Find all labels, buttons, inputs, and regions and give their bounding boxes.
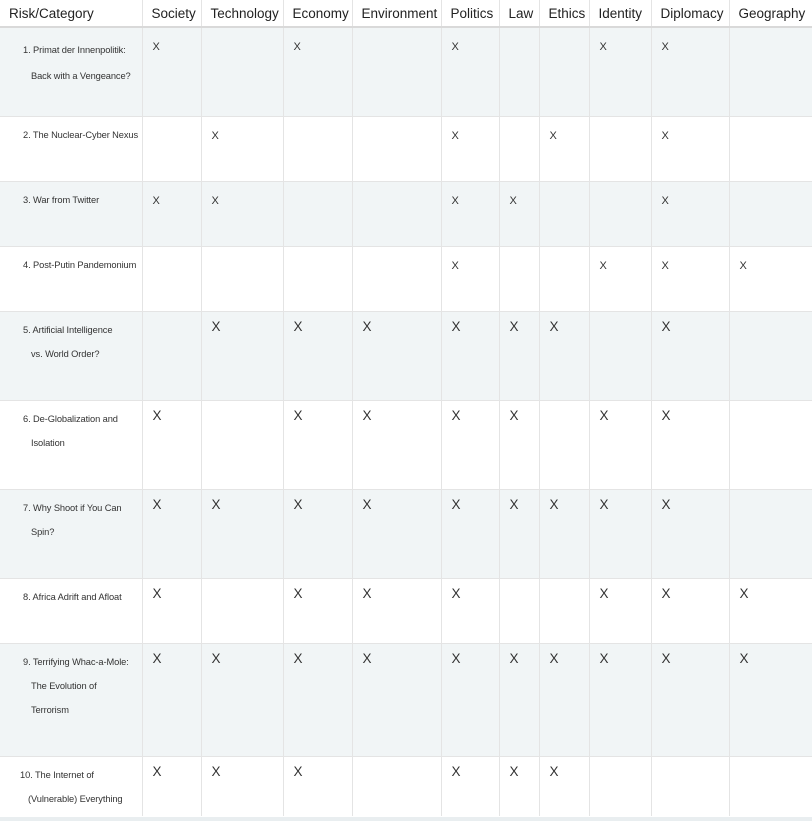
header-economy: Economy bbox=[283, 0, 352, 27]
category-mark: X bbox=[661, 585, 671, 601]
category-cell bbox=[352, 181, 441, 246]
category-cell bbox=[142, 578, 201, 643]
risk-name bbox=[0, 28, 142, 89]
category-cell bbox=[201, 311, 283, 400]
risk-name-cell bbox=[0, 400, 142, 489]
category-cell bbox=[142, 756, 201, 816]
category-mark bbox=[540, 579, 589, 586]
category-cell bbox=[589, 181, 651, 246]
category-mark: X bbox=[451, 650, 461, 666]
category-mark: X bbox=[661, 259, 669, 272]
category-cell bbox=[589, 489, 651, 578]
category-cell bbox=[142, 116, 201, 181]
category-cell bbox=[441, 400, 499, 489]
category-mark: X bbox=[451, 318, 461, 334]
category-mark: X bbox=[362, 407, 372, 423]
category-mark bbox=[730, 182, 812, 193]
category-cell bbox=[539, 756, 589, 816]
category-cell bbox=[499, 116, 539, 181]
category-cell bbox=[729, 643, 812, 756]
category-cell bbox=[283, 116, 352, 181]
category-cell bbox=[352, 756, 441, 816]
risk-name-line: Isolation bbox=[31, 437, 65, 448]
category-cell bbox=[201, 578, 283, 643]
category-cell bbox=[539, 116, 589, 181]
risk-name-line: Terrorism bbox=[31, 704, 69, 715]
table-row bbox=[0, 27, 812, 116]
risk-name-cell bbox=[0, 181, 142, 246]
category-mark: X bbox=[739, 650, 749, 666]
category-cell bbox=[352, 27, 441, 116]
category-mark: X bbox=[599, 650, 609, 666]
category-mark bbox=[353, 28, 441, 39]
category-mark: X bbox=[293, 585, 303, 601]
header-ethics: Ethics bbox=[539, 0, 589, 27]
table-row bbox=[0, 246, 812, 311]
category-cell bbox=[201, 246, 283, 311]
category-mark: X bbox=[211, 650, 221, 666]
category-cell bbox=[441, 756, 499, 816]
category-cell bbox=[201, 756, 283, 816]
category-cell bbox=[729, 116, 812, 181]
category-cell bbox=[589, 311, 651, 400]
category-mark bbox=[284, 247, 352, 258]
category-cell bbox=[589, 246, 651, 311]
category-cell bbox=[499, 756, 539, 816]
category-cell bbox=[651, 578, 729, 643]
risk-name-line: Spin? bbox=[31, 526, 55, 537]
category-mark: X bbox=[293, 318, 303, 334]
category-cell bbox=[441, 27, 499, 116]
category-mark: X bbox=[661, 407, 671, 423]
category-cell bbox=[352, 311, 441, 400]
risk-name-cell bbox=[0, 489, 142, 578]
risk-name-cell bbox=[0, 116, 142, 181]
category-cell bbox=[283, 578, 352, 643]
category-cell bbox=[651, 400, 729, 489]
category-cell bbox=[651, 643, 729, 756]
table-row bbox=[0, 643, 812, 756]
category-mark: X bbox=[211, 194, 219, 207]
category-cell bbox=[539, 27, 589, 116]
category-mark bbox=[730, 757, 812, 764]
category-cell bbox=[729, 578, 812, 643]
category-mark: X bbox=[211, 129, 219, 142]
table-row bbox=[0, 489, 812, 578]
category-cell bbox=[651, 246, 729, 311]
category-mark bbox=[500, 117, 539, 128]
header-politics: Politics bbox=[441, 0, 499, 27]
risk-name-line: 7. Why Shoot if You Can bbox=[23, 502, 122, 513]
category-cell bbox=[499, 643, 539, 756]
category-cell bbox=[142, 400, 201, 489]
category-mark: X bbox=[661, 318, 671, 334]
risk-name-cell bbox=[0, 27, 142, 116]
category-mark: X bbox=[152, 496, 162, 512]
category-mark bbox=[143, 117, 201, 128]
risk-name bbox=[0, 401, 142, 455]
category-mark: X bbox=[549, 129, 557, 142]
category-mark: X bbox=[451, 496, 461, 512]
header-identity: Identity bbox=[589, 0, 651, 27]
category-mark: X bbox=[152, 585, 162, 601]
category-cell bbox=[539, 311, 589, 400]
category-cell bbox=[651, 27, 729, 116]
risk-name bbox=[0, 312, 142, 366]
category-cell bbox=[589, 756, 651, 816]
category-cell bbox=[441, 578, 499, 643]
category-cell bbox=[283, 27, 352, 116]
risk-name bbox=[0, 490, 142, 544]
category-mark bbox=[353, 247, 441, 258]
risk-name-cell bbox=[0, 578, 142, 643]
category-mark bbox=[500, 579, 539, 586]
category-mark bbox=[730, 28, 812, 39]
category-cell bbox=[539, 578, 589, 643]
category-cell bbox=[283, 181, 352, 246]
category-cell bbox=[283, 311, 352, 400]
category-mark bbox=[353, 182, 441, 193]
category-mark bbox=[353, 757, 441, 764]
category-cell bbox=[729, 400, 812, 489]
category-cell bbox=[441, 643, 499, 756]
category-mark bbox=[652, 757, 729, 764]
category-mark: X bbox=[661, 194, 669, 207]
category-mark: X bbox=[362, 650, 372, 666]
risk-name-line: 3. War from Twitter bbox=[23, 194, 100, 205]
risk-name-line: 8. Africa Adrift and Afloat bbox=[23, 591, 122, 602]
category-mark: X bbox=[509, 496, 519, 512]
risk-name-cell bbox=[0, 246, 142, 311]
category-mark bbox=[202, 579, 283, 586]
category-mark bbox=[353, 117, 441, 128]
category-mark bbox=[730, 401, 812, 408]
category-cell bbox=[201, 116, 283, 181]
category-mark: X bbox=[451, 407, 461, 423]
category-mark: X bbox=[152, 763, 162, 779]
category-cell bbox=[729, 27, 812, 116]
risk-name-line: 6. De-Globalization and bbox=[23, 413, 118, 424]
category-cell bbox=[499, 489, 539, 578]
category-cell bbox=[441, 311, 499, 400]
category-mark: X bbox=[509, 763, 519, 779]
category-mark: X bbox=[211, 496, 221, 512]
category-cell bbox=[589, 643, 651, 756]
category-cell bbox=[142, 643, 201, 756]
category-cell bbox=[201, 489, 283, 578]
risk-name-line: 9. Terrifying Whac-a-Mole: bbox=[23, 656, 129, 667]
category-cell bbox=[539, 400, 589, 489]
table-row bbox=[0, 181, 812, 246]
category-cell bbox=[651, 116, 729, 181]
category-mark bbox=[500, 247, 539, 258]
category-cell bbox=[142, 311, 201, 400]
category-mark bbox=[284, 117, 352, 128]
category-cell bbox=[729, 311, 812, 400]
category-cell bbox=[589, 400, 651, 489]
category-cell bbox=[142, 489, 201, 578]
category-cell bbox=[352, 578, 441, 643]
category-mark bbox=[202, 401, 283, 408]
category-cell bbox=[589, 578, 651, 643]
category-mark: X bbox=[451, 763, 461, 779]
category-cell bbox=[142, 246, 201, 311]
category-cell bbox=[499, 181, 539, 246]
category-mark: X bbox=[293, 763, 303, 779]
table-row bbox=[0, 400, 812, 489]
category-mark: X bbox=[451, 41, 459, 53]
category-cell bbox=[539, 181, 589, 246]
table-bottom-border bbox=[0, 817, 812, 821]
category-mark: X bbox=[152, 407, 162, 423]
category-cell bbox=[142, 27, 201, 116]
category-cell bbox=[499, 400, 539, 489]
category-mark: X bbox=[293, 650, 303, 666]
category-mark: X bbox=[362, 496, 372, 512]
category-cell bbox=[651, 181, 729, 246]
category-mark: X bbox=[211, 763, 221, 779]
risk-name-line: vs. World Order? bbox=[31, 348, 100, 359]
table-row bbox=[0, 578, 812, 643]
risk-name-line: 10. The Internet of bbox=[20, 769, 94, 780]
category-cell bbox=[283, 643, 352, 756]
category-cell bbox=[651, 311, 729, 400]
risk-name-line: 4. Post-Putin Pandemonium bbox=[23, 259, 137, 270]
header-society: Society bbox=[142, 0, 201, 27]
category-cell bbox=[499, 311, 539, 400]
risk-name-line: Back with a Vengeance? bbox=[31, 71, 131, 81]
risk-name-line: 1. Primat der Innenpolitik: bbox=[23, 45, 126, 55]
table-row bbox=[0, 756, 812, 816]
category-mark bbox=[590, 312, 651, 319]
category-cell bbox=[201, 400, 283, 489]
category-mark: X bbox=[549, 763, 559, 779]
category-cell bbox=[729, 756, 812, 816]
category-mark bbox=[202, 247, 283, 258]
category-cell bbox=[539, 489, 589, 578]
category-mark: X bbox=[549, 496, 559, 512]
risk-name-cell bbox=[0, 756, 142, 816]
category-mark: X bbox=[599, 407, 609, 423]
category-mark bbox=[540, 247, 589, 258]
category-mark bbox=[540, 28, 589, 39]
category-mark: X bbox=[451, 259, 459, 272]
header-geography: Geography bbox=[729, 0, 812, 27]
category-cell bbox=[441, 246, 499, 311]
category-mark: X bbox=[661, 129, 669, 142]
category-mark: X bbox=[451, 129, 459, 142]
category-cell bbox=[201, 643, 283, 756]
risk-name bbox=[0, 757, 142, 811]
category-mark: X bbox=[152, 650, 162, 666]
category-cell bbox=[352, 400, 441, 489]
category-mark: X bbox=[509, 407, 519, 423]
category-mark: X bbox=[739, 585, 749, 601]
risk-name-line: 5. Artificial Intelligence bbox=[23, 324, 113, 335]
category-mark: X bbox=[152, 194, 160, 207]
category-mark: X bbox=[661, 41, 669, 53]
category-mark: X bbox=[599, 585, 609, 601]
risk-name bbox=[0, 644, 142, 722]
header-row bbox=[0, 0, 812, 27]
category-cell bbox=[499, 27, 539, 116]
category-cell bbox=[539, 643, 589, 756]
category-mark: X bbox=[509, 650, 519, 666]
category-cell bbox=[283, 489, 352, 578]
category-mark: X bbox=[362, 585, 372, 601]
category-mark: X bbox=[661, 650, 671, 666]
category-mark bbox=[540, 401, 589, 408]
category-mark: X bbox=[599, 259, 607, 272]
category-cell bbox=[441, 181, 499, 246]
category-mark bbox=[202, 28, 283, 39]
category-cell bbox=[201, 27, 283, 116]
category-mark bbox=[730, 490, 812, 497]
category-cell bbox=[589, 116, 651, 181]
risk-name-cell bbox=[0, 311, 142, 400]
category-mark bbox=[540, 182, 589, 193]
category-mark: X bbox=[739, 259, 747, 272]
header-environment: Environment bbox=[352, 0, 441, 27]
category-mark: X bbox=[293, 496, 303, 512]
category-cell bbox=[283, 246, 352, 311]
category-mark: X bbox=[661, 496, 671, 512]
risk-name bbox=[0, 579, 142, 609]
category-cell bbox=[729, 246, 812, 311]
category-mark bbox=[590, 117, 651, 128]
category-mark: X bbox=[509, 194, 517, 207]
risk-name bbox=[0, 117, 142, 147]
category-cell bbox=[441, 489, 499, 578]
category-cell bbox=[441, 116, 499, 181]
category-cell bbox=[352, 116, 441, 181]
category-mark bbox=[500, 28, 539, 39]
table-row bbox=[0, 311, 812, 400]
risk-name bbox=[0, 247, 142, 277]
category-mark: X bbox=[293, 407, 303, 423]
category-mark: X bbox=[211, 318, 221, 334]
category-mark bbox=[143, 312, 201, 319]
table-row bbox=[0, 116, 812, 181]
category-mark: X bbox=[451, 194, 459, 207]
category-mark bbox=[730, 117, 812, 128]
category-cell bbox=[352, 643, 441, 756]
category-cell bbox=[729, 489, 812, 578]
header-technology: Technology bbox=[201, 0, 283, 27]
category-mark: X bbox=[293, 41, 301, 53]
category-mark bbox=[143, 247, 201, 258]
category-cell bbox=[283, 756, 352, 816]
category-mark: X bbox=[549, 650, 559, 666]
risk-name-line: 2. The Nuclear-Cyber Nexus bbox=[23, 129, 139, 140]
risk-name-cell bbox=[0, 643, 142, 756]
category-mark: X bbox=[152, 41, 160, 53]
category-cell bbox=[283, 400, 352, 489]
risk-name-line: The Evolution of bbox=[31, 680, 97, 691]
category-cell bbox=[201, 181, 283, 246]
category-cell bbox=[499, 578, 539, 643]
category-mark: X bbox=[362, 318, 372, 334]
header-law: Law bbox=[499, 0, 539, 27]
category-mark bbox=[730, 312, 812, 319]
category-mark: X bbox=[509, 318, 519, 334]
category-cell bbox=[352, 489, 441, 578]
category-cell bbox=[539, 246, 589, 311]
category-mark: X bbox=[599, 496, 609, 512]
category-mark: X bbox=[599, 41, 607, 53]
header-diplomacy: Diplomacy bbox=[651, 0, 729, 27]
header-risk-category: Risk/Category bbox=[0, 0, 142, 27]
category-cell bbox=[142, 181, 201, 246]
category-mark: X bbox=[451, 585, 461, 601]
category-mark bbox=[590, 182, 651, 193]
risk-name-line: (Vulnerable) Everything bbox=[28, 793, 123, 804]
category-mark bbox=[590, 757, 651, 764]
category-cell bbox=[499, 246, 539, 311]
risk-name bbox=[0, 182, 142, 212]
category-cell bbox=[729, 181, 812, 246]
category-cell bbox=[352, 246, 441, 311]
category-cell bbox=[651, 489, 729, 578]
category-cell bbox=[589, 27, 651, 116]
category-mark: X bbox=[549, 318, 559, 334]
category-cell bbox=[651, 756, 729, 816]
category-mark bbox=[284, 182, 352, 193]
